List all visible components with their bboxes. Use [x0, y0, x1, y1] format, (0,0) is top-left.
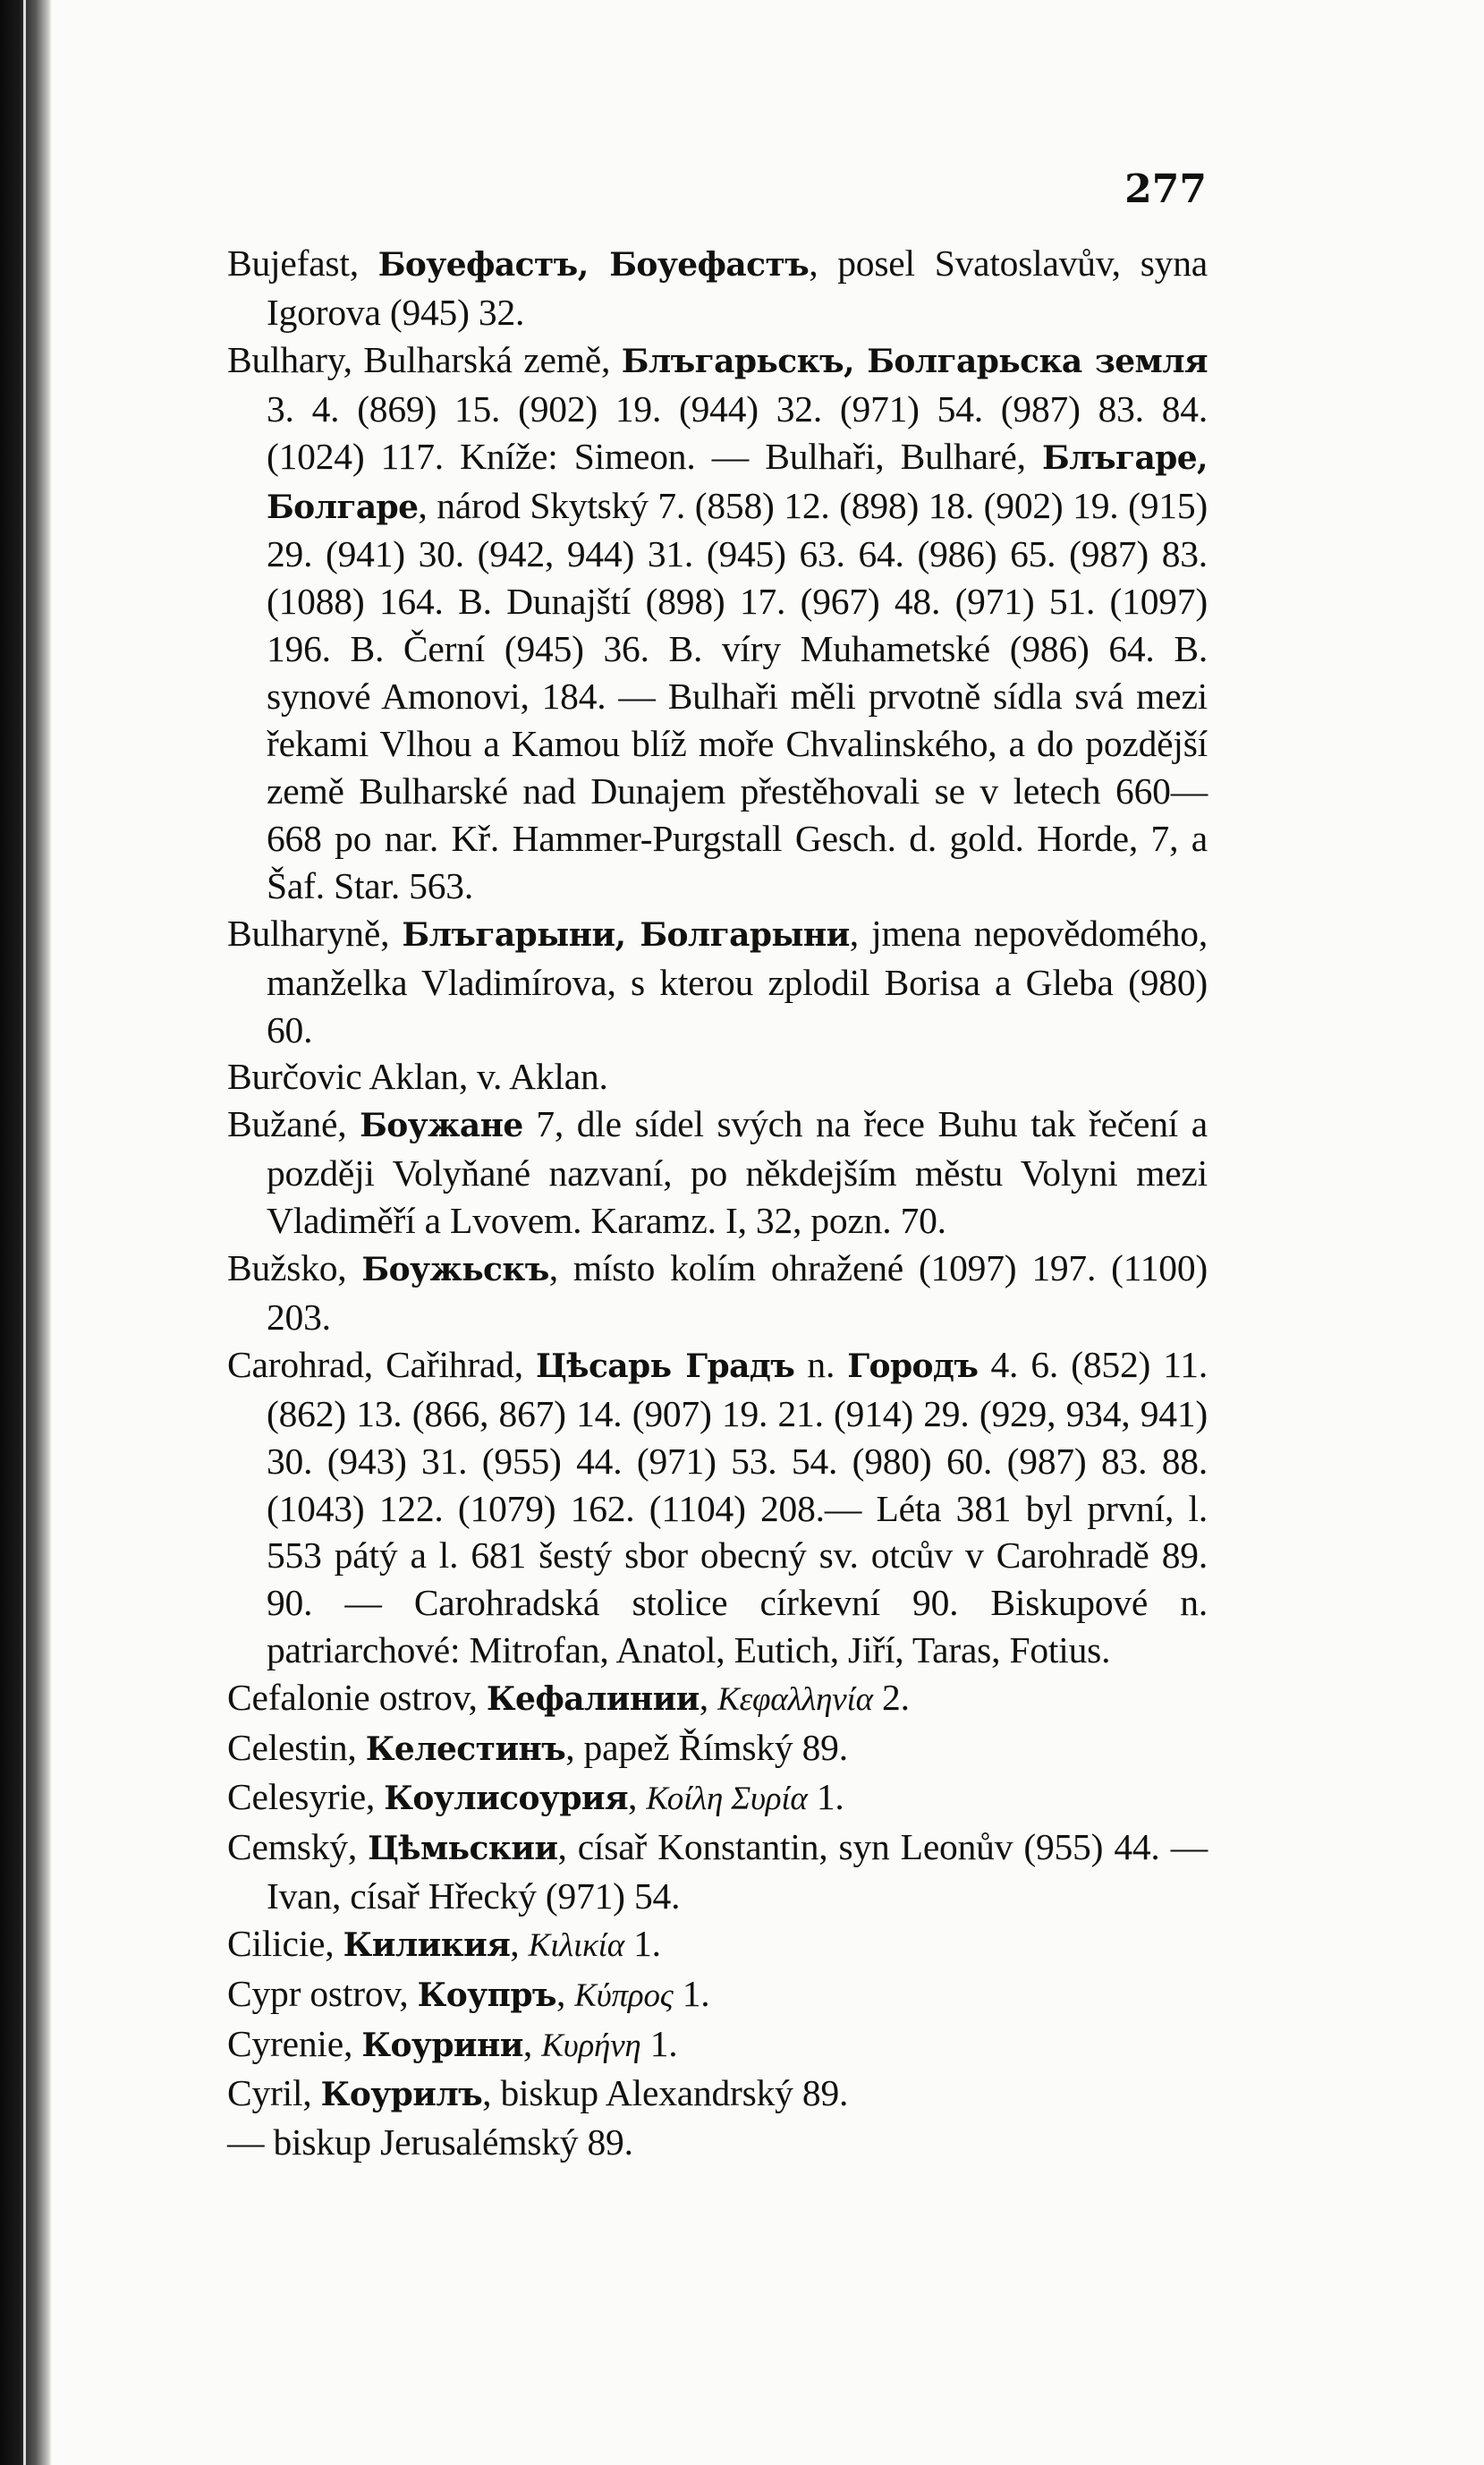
entry-text: , [522, 2022, 542, 2064]
old-slavonic-term: Келестинъ [365, 1730, 566, 1769]
entry-text: , papež Římský 89. [565, 1727, 848, 1769]
entry-text: , posel Svatoslavův, syna Igorova (945) 32. [267, 242, 1208, 333]
old-slavonic-term: Цѣсарь Градъ [536, 1347, 795, 1385]
old-slavonic-term: Кефалинии [486, 1680, 700, 1719]
index-entry [227, 1920, 1208, 1970]
index-entry [227, 1245, 1208, 1341]
index-entry [227, 2119, 1208, 2166]
entry-text: Bulharyně, [227, 912, 403, 954]
entry-text: , [510, 1922, 529, 1964]
entry-text: Cypr ostrov, [227, 1972, 418, 2014]
index-entry [227, 2070, 1208, 2119]
index-entry [227, 1823, 1208, 1920]
entry-text: Bužané, [227, 1103, 360, 1145]
entry-text: , místo kolím ohražené (1097) 197. (1100) 203. [267, 1247, 1208, 1338]
greek-term: Κύπρος [574, 1976, 674, 2014]
spine-edge-line [23, 0, 26, 2465]
entry-text: 1. [640, 2022, 678, 2064]
page-number: 277 [1124, 166, 1207, 212]
index-entries [227, 240, 1208, 2166]
entry-text: Burčovic Aklan, v. Aklan. [227, 1056, 608, 1098]
entry-text: Bulhary, Bulharská země, [227, 338, 622, 380]
entry-text: 2. [872, 1677, 910, 1719]
entry-text: 3. 4. (869) 15. (902) 19. (944) 32. (971) 54. (987) 83. 84. (1024) 117. Kníže: Simeon. — Bulhaři, Bulharé, [267, 387, 1208, 477]
greek-term: Κυρήνη [541, 2027, 641, 2064]
index-entry [227, 1674, 1208, 1724]
entry-text: , [628, 1776, 647, 1817]
entry-text: 7, dle sídel svých na řece Buhu tak řečení a později Volyňané nazvaní, po někdejším městu Volyni mezi Vladiměří a Lvovem. Karamz. I, 32, pozn. 70. [267, 1103, 1208, 1242]
index-entry [227, 1773, 1208, 1823]
entry-text: Celestin, [227, 1727, 366, 1769]
index-entry [227, 1970, 1208, 2020]
entry-text: n. [794, 1343, 848, 1385]
old-slavonic-term: Боуефастъ, Боуефастъ [377, 246, 810, 284]
old-slavonic-term: Киликия [343, 1925, 511, 1964]
entry-text: — biskup Jerusalémský 89. [227, 2121, 633, 2163]
entry-text: Cyrenie, [227, 2022, 362, 2064]
old-slavonic-term: Коупръ [417, 1976, 556, 2014]
index-entry [227, 1341, 1208, 1674]
entry-text: , biskup Alexandrský 89. [482, 2072, 849, 2114]
old-slavonic-term: Боужьскъ [361, 1251, 549, 1289]
entry-text: 1. [673, 1972, 710, 2014]
entry-text: Celesyrie, [227, 1776, 385, 1817]
entry-text: 1. [623, 1922, 661, 1964]
entry-text: , [699, 1677, 718, 1719]
entry-text: Carohrad, Cařihrad, [227, 1343, 537, 1385]
entry-text: , císař Konstantin, syn Leonův (955) 44. — Ivan, císař Hřecký (971) 54. [267, 1825, 1208, 1917]
old-slavonic-term: Блъгаре, Болгаре [267, 438, 1208, 526]
entry-text: 1. [807, 1776, 844, 1817]
old-slavonic-term: Боужане [360, 1107, 523, 1145]
greek-term: Κεφαλληνία [717, 1681, 873, 1719]
index-entry [227, 2020, 1208, 2070]
old-slavonic-term: Городъ [847, 1347, 979, 1385]
book-spine-shadow [0, 0, 52, 2465]
index-entry [227, 240, 1208, 336]
entry-text: Bužsko, [227, 1247, 362, 1289]
entry-text: , jmena nepovědomého, manželka Vladimírova, s kterou zplodil Borisa a Gleba (980) 60. [267, 912, 1208, 1050]
entry-text: Cilicie, [227, 1922, 343, 1964]
index-entry [227, 1101, 1208, 1245]
old-slavonic-term: Коурини [361, 2026, 523, 2064]
entry-text: 4. 6. (852) 11. (862) 13. (866, 867) 14. (907) 19. 21. (914) 29. (929, 934, 941) 30. (943) 31. (955) 44. (971) 53. 54. (980) 60. (987) 83. 88. (1043) 122. (1079) 162. (1104) 208.— Léta 381 byl první, l. 553 pátý a l. 681 šestý sbor obecný sv. otcův v Carohradě 89. 90. — Carohradská stolice církevní 90. Biskupové n. patriarchové: Mitrofan, Anatol, Eutich, Jiří, Taras, Fotius. [267, 1343, 1208, 1671]
old-slavonic-term: Блъгарыни, Болгарыни [402, 915, 850, 954]
entry-text: Cemský, [227, 1825, 369, 1867]
old-slavonic-term: Цѣмьскии [368, 1829, 558, 1867]
old-slavonic-term: Блъгарьскъ, Болгарьска земля [621, 342, 1208, 380]
greek-term: Κοίλη Συρία [646, 1781, 808, 1817]
entry-text: Cyril, [227, 2072, 321, 2114]
entry-text: , [555, 1972, 575, 2014]
index-entry [227, 1724, 1208, 1773]
greek-term: Κιλικία [528, 1926, 624, 1964]
index-entry [227, 1053, 1208, 1101]
entry-text: Cefalonie ostrov, [227, 1677, 487, 1719]
index-entry [227, 336, 1208, 910]
old-slavonic-term: Коулисоурия [384, 1780, 629, 1817]
entry-text: , národ Skytský 7. (858) 12. (898) 18. (902) 19. (915) 29. (941) 30. (942, 944) 31. (945) 63. 64. (986) 65. (987) 83. (1088) 164. B. Dunajští (898) 17. (967) 48. (971) 51. (1097) 196. B. Černí (945) 36. B. víry Muhametské (986) 64. B. synové Amonovi, 184. — Bulhaři měli prvotně sídla svá mezi řekami Vlhou a Kamou blíž moře Chvalinského, a do pozdější země Bulharské nad Dunajem přestěhovali se v letech 660—668 po nar. Kř. Hammer-Purgstall Gesch. d. gold. Horde, 7, a Šaf. Star. 563. [267, 484, 1208, 906]
entry-text: Bujefast, [227, 242, 378, 284]
old-slavonic-term: Коурилъ [320, 2076, 483, 2114]
index-entry [227, 910, 1208, 1054]
